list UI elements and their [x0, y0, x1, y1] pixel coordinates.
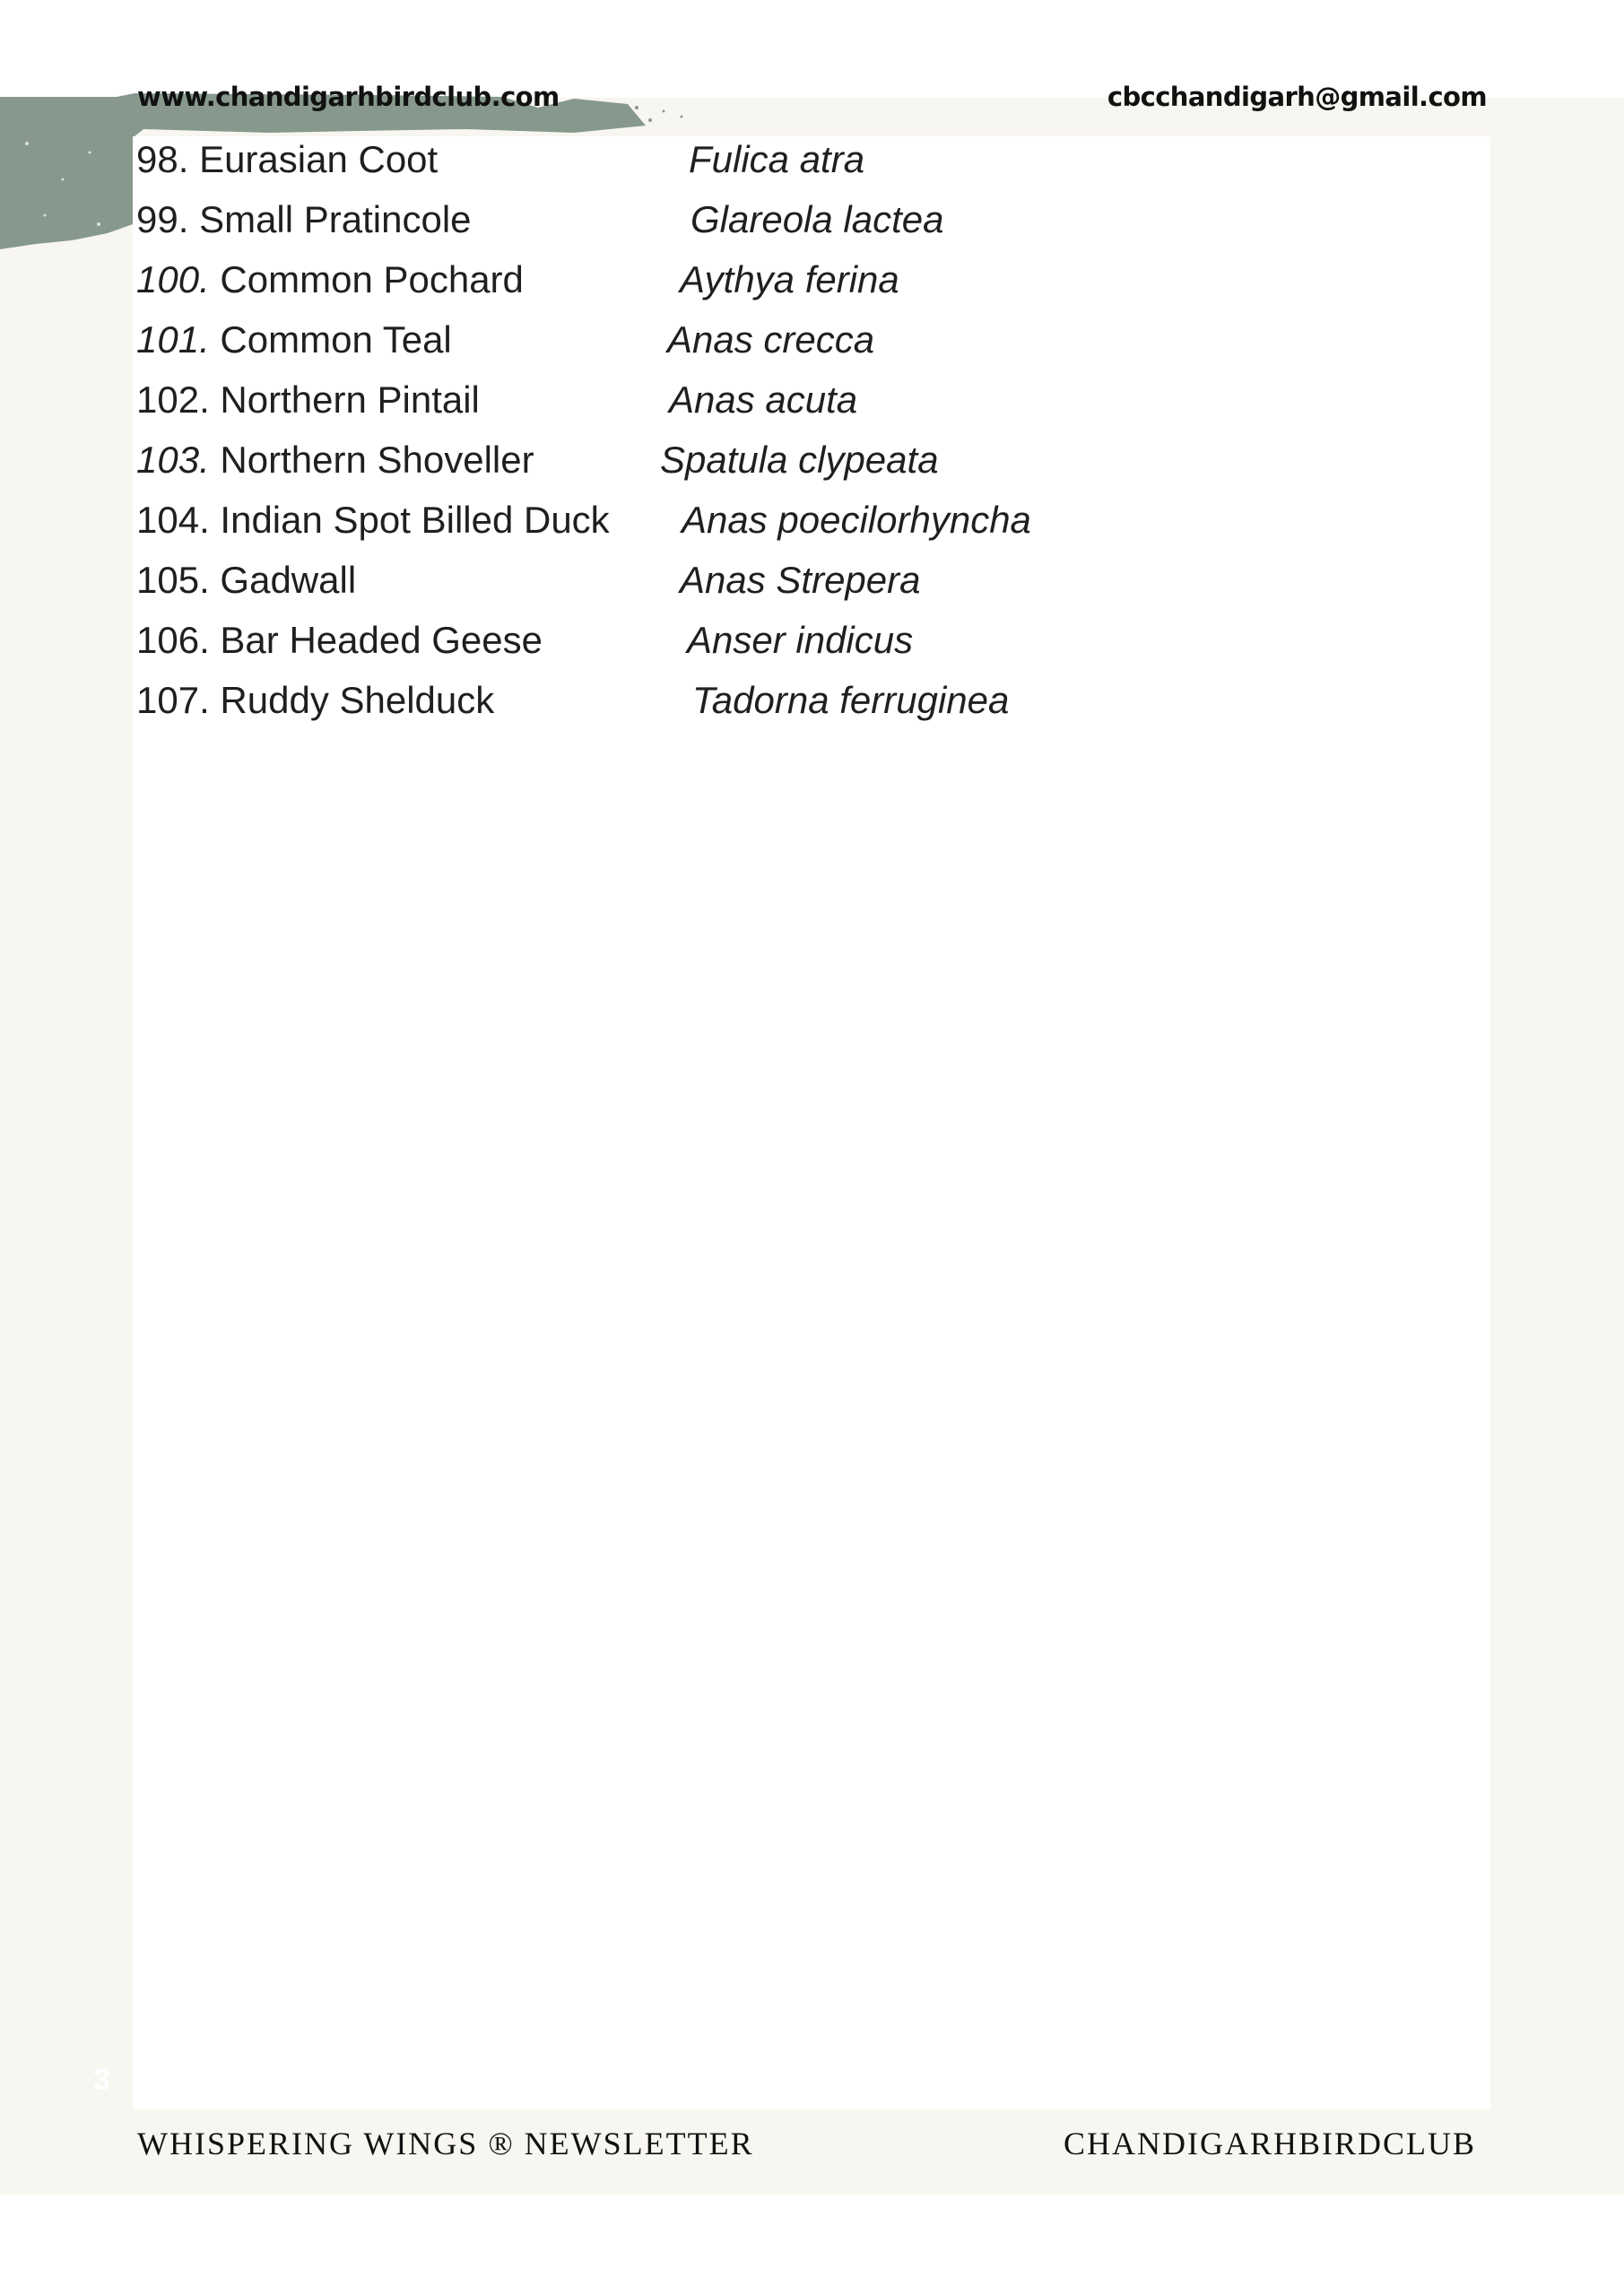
- common-name-entry: [136, 313, 452, 367]
- common-name: Bar Headed Geese: [220, 619, 543, 661]
- list-item: [136, 674, 1302, 734]
- list-item: [136, 133, 1302, 193]
- entry-number: 99.: [136, 198, 189, 240]
- scientific-name: Tadorna ferruginea: [692, 679, 1010, 721]
- list-item: [136, 433, 1302, 493]
- entry-number: 101.: [136, 318, 210, 361]
- scientific-name: Anas Strepera: [680, 559, 921, 601]
- common-name-entry: [136, 613, 543, 667]
- species-list: [136, 133, 1302, 734]
- entry-number: 104.: [136, 499, 210, 541]
- common-name: Common Teal: [220, 318, 452, 361]
- common-name-entry: [136, 373, 480, 427]
- common-name: Indian Spot Billed Duck: [220, 499, 610, 541]
- common-name: Ruddy Shelduck: [220, 679, 495, 721]
- common-name: Northern Pintail: [220, 378, 480, 421]
- entry-number: 100.: [136, 258, 210, 300]
- list-item: [136, 373, 1302, 433]
- common-name-entry: [136, 674, 494, 727]
- list-item: [136, 493, 1302, 553]
- scientific-name: Anas poecilorhyncha: [682, 499, 1031, 541]
- entry-number: 102.: [136, 378, 210, 421]
- scientific-name: Spatula clypeata: [660, 439, 939, 481]
- header-website[interactable]: www.chandigarhbirdclub.com: [137, 82, 560, 112]
- common-name-entry: [136, 133, 438, 187]
- common-name: Common Pochard: [220, 258, 524, 300]
- common-name-entry: [136, 493, 610, 547]
- scientific-name: Anas crecca: [667, 318, 875, 361]
- scientific-name: Anas acuta: [669, 378, 858, 421]
- list-item: [136, 253, 1302, 313]
- scientific-name: Aythya ferina: [680, 258, 899, 300]
- page-number: 3: [93, 2063, 110, 2097]
- list-item: [136, 613, 1302, 674]
- entry-number: 105.: [136, 559, 210, 601]
- list-item: [136, 553, 1302, 613]
- common-name: Small Pratincole: [199, 198, 472, 240]
- entry-number: 103.: [136, 439, 210, 481]
- common-name: Northern Shoveller: [220, 439, 534, 481]
- list-item: [136, 313, 1302, 373]
- footer-newsletter-title: WHISPERING WINGS ® NEWSLETTER: [137, 2126, 754, 2161]
- entry-number: 107.: [136, 679, 210, 721]
- common-name-entry: [136, 433, 534, 487]
- common-name: Eurasian Coot: [199, 138, 439, 180]
- common-name-entry: [136, 553, 356, 607]
- footer-club-name: CHANDIGARHBIRDCLUB: [1063, 2126, 1476, 2161]
- scientific-name: Anser indicus: [687, 619, 914, 661]
- common-name: Gadwall: [220, 559, 357, 601]
- common-name-entry: [136, 253, 524, 307]
- list-item: [136, 193, 1302, 253]
- common-name-entry: [136, 193, 472, 247]
- scientific-name: Glareola lactea: [690, 198, 944, 240]
- entry-number: 98.: [136, 138, 189, 180]
- scientific-name: Fulica atra: [689, 138, 865, 180]
- entry-number: 106.: [136, 619, 210, 661]
- header-email[interactable]: cbcchandigarh@gmail.com: [1107, 82, 1487, 112]
